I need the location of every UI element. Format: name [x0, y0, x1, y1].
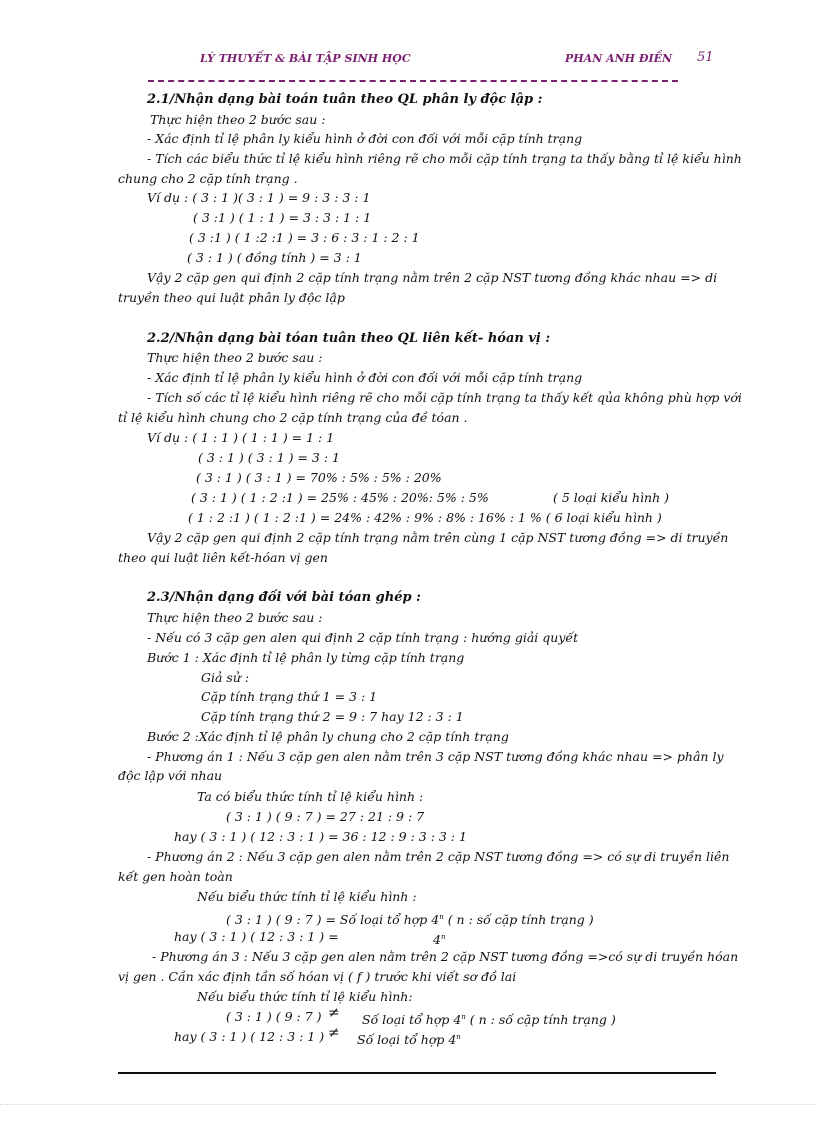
example-line: ( 1 : 2 :1 ) ( 1 : 2 :1 ) = 24% : 42% : 9% : 8% : 16% : 1 % ( 6 loại kiểu hình ) — [188, 510, 662, 525]
header-author: PHAN ANH ĐIỀN — [565, 52, 673, 65]
formula-note: ( n : số cặp tính trạng ) — [465, 1012, 616, 1028]
text-line: Bước 2 :Xác định tỉ lệ phân ly chung cho 2 cặp tính trạng — [147, 729, 509, 744]
text-line: truyền theo qui luật phân ly độc lập — [118, 290, 345, 305]
example-line: Ví dụ : ( 1 : 1 ) ( 1 : 1 ) = 1 : 1 — [147, 430, 335, 445]
text-line: Ta có biểu thức tính tỉ lệ kiểu hình : — [197, 789, 424, 804]
text-line: vị gen . Cần xác định tần số hóan vị ( f ) trước khi viết sơ đồ lai — [118, 969, 517, 984]
text-line: chung cho 2 cặp tính trạng . — [118, 171, 298, 186]
formula-text: 4 — [433, 932, 441, 948]
page-bottom-dotted-edge — [0, 1104, 816, 1105]
not-equal-symbol: ≠ — [328, 1005, 340, 1021]
not-equal-symbol: ≠ — [328, 1025, 340, 1041]
formula-line: ( 3 : 1 ) ( 9 : 7 ) = 27 : 21 : 9 : 7 — [226, 809, 425, 824]
text-line: Vậy 2 cặp gen qui định 2 cặp tính trạng nằm trên cùng 1 cặp NST tương đồng => di truyền — [147, 530, 729, 545]
footer-divider — [118, 1072, 716, 1074]
text-line: - Phương án 2 : Nếu 3 cặp gen alen nằm trên 2 cặp NST tương đồng => có sự di truyền liên — [147, 849, 730, 864]
text-line: - Xác định tỉ lệ phân ly kiểu hình ở đời con đối với mỗi cặp tính trạng — [147, 131, 583, 146]
exponent: n — [440, 933, 446, 941]
formula-value — [433, 929, 445, 948]
example-line: ( 3 :1 ) ( 1 : 1 ) = 3 : 3 : 1 : 1 — [193, 210, 372, 225]
formula-line: ( 3 : 1 ) ( 9 : 7 ) — [226, 1009, 322, 1024]
formula-line — [362, 1009, 616, 1028]
text-line: Thực hiện theo 2 bước sau : — [147, 610, 323, 625]
text-line: - Tích số các tỉ lệ kiểu hình riêng rẽ cho mỗi cặp tính trạng ta thấy kết qủa không phù hợp với — [147, 390, 742, 405]
example-note: ( 5 loại kiểu hình ) — [553, 490, 670, 505]
example-line: ( 3 : 1 ) ( đồng tính ) = 3 : 1 — [187, 250, 362, 265]
formula-line: hay ( 3 : 1 ) ( 12 : 3 : 1 ) = 36 : 12 : 9 : 3 : 3 : 1 — [174, 829, 467, 844]
header-title: LÝ THUYẾT & BÀI TẬP SINH HỌC — [200, 52, 411, 65]
example-line: ( 3 :1 ) ( 1 :2 :1 ) = 3 : 6 : 3 : 1 : 2 : 1 — [189, 230, 420, 245]
text-line: - Xác định tỉ lệ phân ly kiểu hình ở đời con đối với mỗi cặp tính trạng — [147, 370, 583, 385]
text-line: Giả sử : — [201, 670, 250, 685]
text-line: Vậy 2 cặp gen qui định 2 cặp tính trạng nằm trên 2 cặp NST tương đồng khác nhau => di — [147, 270, 718, 285]
example-line: Ví dụ : ( 3 : 1 )( 3 : 1 ) = 9 : 3 : 3 : 1 — [147, 190, 371, 205]
exponent: n — [456, 1033, 461, 1041]
exponent: n — [439, 913, 444, 921]
formula-line — [226, 909, 594, 928]
text-line: Nếu biểu thức tính tỉ lệ kiểu hình: — [197, 989, 413, 1004]
page-number: 51 — [697, 50, 714, 65]
text-line: Bước 1 : Xác định tỉ lệ phân ly từng cặp tính trạng — [147, 650, 465, 665]
exponent: n — [461, 1013, 466, 1021]
example-line: ( 3 : 1 ) ( 3 : 1 ) = 3 : 1 — [198, 450, 340, 465]
text-line: kết gen hoàn toàn — [118, 869, 233, 884]
section-heading-2-2: 2.2/Nhận dạng bài tóan tuân theo QL liên kết- hóan vị : — [147, 331, 551, 346]
text-line: tỉ lệ kiểu hình chung cho 2 cặp tính trạng của đề tóan . — [118, 410, 468, 425]
section-heading-2-3: 2.3/Nhận dạng đối với bài tóan ghép : — [147, 590, 421, 605]
formula-text: Số loại tổ hợp 4 — [357, 1032, 457, 1048]
text-line: độc lập với nhau — [118, 768, 223, 783]
formula-line: hay ( 3 : 1 ) ( 12 : 3 : 1 ) — [174, 1029, 325, 1044]
header-divider — [148, 80, 678, 82]
formula-text: Số loại tổ hợp 4 — [362, 1012, 462, 1028]
text-line: Cặp tính trạng thứ 1 = 3 : 1 — [201, 689, 378, 704]
text-line: - Phương án 1 : Nếu 3 cặp gen alen nằm trên 3 cặp NST tương đồng khác nhau => phân ly — [147, 749, 724, 764]
text-line: theo qui luật liên kết-hóan vị gen — [118, 550, 328, 565]
formula-text: ( 3 : 1 ) ( 9 : 7 ) = Số loại tổ hợp 4 — [226, 912, 440, 928]
text-line: Thực hiện theo 2 bước sau : — [147, 350, 323, 365]
text-line: - Nếu có 3 cặp gen alen qui định 2 cặp tính trạng : hướng giải quyết — [147, 630, 579, 645]
example-line: ( 3 : 1 ) ( 1 : 2 :1 ) = 25% : 45% : 20%: 5% : 5% — [191, 490, 489, 505]
text-line: - Phương án 3 : Nếu 3 cặp gen alen nằm trên 2 cặp NST tương đồng =>có sự di truyền hóan — [152, 949, 739, 964]
formula-note: ( n : số cặp tính trạng ) — [443, 912, 594, 928]
section-heading-2-1: 2.1/Nhận dạng bài toán tuân theo QL phân ly độc lập : — [147, 92, 543, 107]
formula-line — [357, 1029, 461, 1048]
text-line: - Tích các biểu thức tỉ lệ kiểu hình riêng rẽ cho mỗi cặp tính trạng ta thấy bằng tỉ lệ kiểu hình — [147, 151, 742, 166]
example-line: ( 3 : 1 ) ( 3 : 1 ) = 70% : 5% : 5% : 20% — [196, 470, 442, 485]
text-line: Nếu biểu thức tính tỉ lệ kiểu hình : — [197, 889, 417, 904]
text-line: Thực hiện theo 2 bước sau : — [150, 112, 326, 127]
text-line: Cặp tính trạng thứ 2 = 9 : 7 hay 12 : 3 : 1 — [201, 709, 464, 724]
formula-line: hay ( 3 : 1 ) ( 12 : 3 : 1 ) = — [174, 929, 339, 944]
